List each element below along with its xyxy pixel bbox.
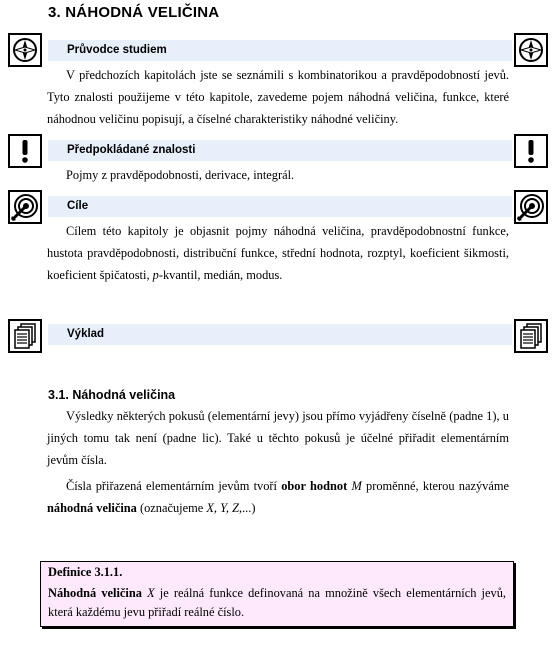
definition-text (48, 584, 506, 622)
definition-var: X (147, 586, 155, 600)
goals-bar (48, 196, 512, 217)
section-paragraph-1: Výsledky některých pokusů (elementární jevy) jsou přímo vyjádřeny číselně (padne 1), u jiných tomu tak není (padne lic). Také u těchto pokusů je účelné přiřadit elementárním jevům čísla. (47, 409, 509, 467)
section-title: 3.1. Náhodná veličina (48, 388, 176, 402)
goals-text-prefix: Cílem této kapitoly je objasnit pojmy náhodná veličina, pravděpodobnostní funkce, hustota pravděpodobnosti, distribuční funkce, střední hodnota, rozptyl, koeficient šikmosti, koeficient špičatosti, (47, 224, 509, 282)
compass-icon (514, 33, 548, 67)
documents-icon (514, 319, 548, 353)
documents-icon (8, 319, 42, 353)
para2-vars: X, Y, Z, (206, 501, 243, 515)
guide-text: V předchozích kapitolách jste se seznámili s kombinatorikou a pravděpodobností jevů. Tyto znalosti použijeme v této kapitole, zavedeme pojem náhodná veličina, funkce, které náhodnou veličinu popisují, a číselné charakteristiky náhodné veličiny. (47, 68, 509, 126)
explanation-bar (48, 324, 512, 345)
exclamation-icon (8, 134, 42, 168)
para2-text-f: ...) (242, 501, 256, 515)
compass-icon (8, 33, 42, 67)
section-paragraph-2 (47, 475, 509, 519)
goals-label: Cíle (67, 200, 89, 212)
definition-title: Definice 3.1.1. (48, 565, 123, 579)
para2-text-c: proměnné, kterou nazýváme (361, 479, 509, 493)
definition-term: Náhodná veličina (48, 586, 142, 600)
prerequisites-label: Předpokládané znalosti (67, 144, 196, 156)
guide-label: Průvodce studiem (67, 44, 167, 56)
para2-text-a: Čísla přiřazená elementárním jevům tvoří (66, 479, 282, 493)
chapter-title: 3. NÁHODNÁ VELIČINA (48, 4, 220, 21)
para2-text-e: (označujeme (136, 501, 207, 515)
definition-body: je reálná funkce definovaná na množině všech elementárních jevů, která každému jevu přiřadí reálné číslo. (48, 586, 506, 619)
exclamation-icon (514, 134, 548, 168)
goals-text-suffix: -kvantil, medián, modus. (158, 268, 283, 282)
para2-term-random-variable: náhodná veličina (47, 501, 137, 515)
goals-text-p: p (152, 268, 159, 282)
definition-box (40, 561, 514, 627)
explanation-label: Výklad (67, 328, 105, 340)
para2-term-range: obor hodnot (281, 479, 348, 493)
goals-text (47, 220, 509, 286)
para2-var-m: M (351, 479, 362, 493)
prerequisites-text: Pojmy z pravděpodobnosti, derivace, integrál. (66, 168, 295, 182)
target-icon (8, 190, 42, 224)
target-icon (514, 190, 548, 224)
